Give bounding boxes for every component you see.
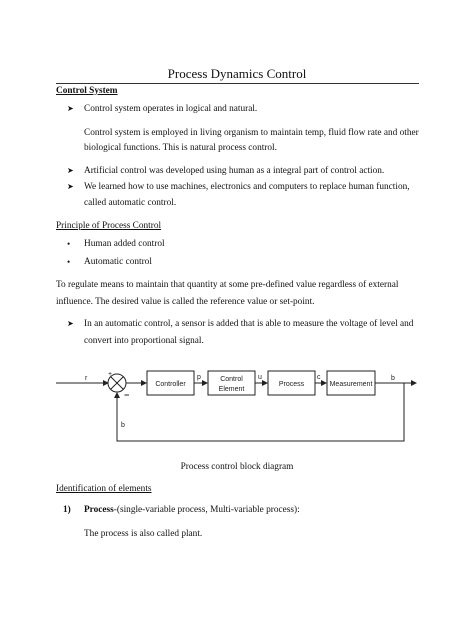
list-item: Human added control xyxy=(84,239,165,249)
bullet-text: Artificial control was developed using human as a integral part of control action. xyxy=(84,166,385,176)
section-heading-control-system: Control System xyxy=(56,86,118,96)
controller-label: Controller xyxy=(155,381,186,388)
arrow-bullet-icon: ➤ xyxy=(67,104,74,113)
dot-bullet-icon: • xyxy=(67,257,71,267)
bullet-text: Control system operates in logical and natural. xyxy=(84,104,258,114)
junction-plus-sign: + xyxy=(108,371,113,378)
section-heading-principle: Principle of Process Control xyxy=(56,221,162,231)
bullet-text-continued: called automatic control. xyxy=(84,198,177,208)
section-heading-identification: Identification of elements xyxy=(56,484,152,494)
arrow-bullet-icon: ➤ xyxy=(67,319,74,328)
bullet-text: In an automatic control, a sensor is added that is able to measure the voltage of level and xyxy=(84,319,414,329)
document-title: Process Dynamics Control xyxy=(167,66,307,81)
arrow-bullet-icon: ➤ xyxy=(67,166,74,175)
list-number: 1) xyxy=(63,505,71,515)
paragraph-line: To regulate means to maintain that quantity at some pre-defined value regardless of external xyxy=(56,280,399,290)
numbered-item-text: -(single-variable process, Multi-variable process): xyxy=(113,505,300,515)
signal-label-b-output: b xyxy=(391,375,395,382)
junction-minus-sign: − xyxy=(124,390,130,400)
control-element-label-line1: Control xyxy=(220,376,243,383)
dot-bullet-icon: • xyxy=(67,239,71,249)
list-item: Automatic control xyxy=(84,257,152,267)
measurement-label: Measurement xyxy=(329,381,373,388)
control-element-label-line2: Element xyxy=(218,386,245,393)
item-note: The process is also called plant. xyxy=(84,529,203,539)
signal-label-u: u xyxy=(258,374,262,381)
signal-label-p: p xyxy=(197,374,201,381)
numbered-item xyxy=(84,504,300,516)
paragraph-line: Control system is employed in living organism to maintain temp, fluid flow rate and other xyxy=(84,128,419,138)
signal-label-b-feedback: b xyxy=(121,422,125,429)
signal-label-r: r xyxy=(85,375,88,382)
arrow-bullet-icon: ➤ xyxy=(67,182,74,191)
signal-label-c: c xyxy=(317,374,321,381)
bullet-text-continued: convert into proportional signal. xyxy=(84,336,204,346)
paragraph-line: influence. The desired value is called the reference value or set-point. xyxy=(56,297,315,307)
diagram-caption: Process control block diagram xyxy=(180,462,294,472)
process-label: Process xyxy=(278,381,305,388)
paragraph-line: biological functions. This is natural process control. xyxy=(84,143,277,153)
bullet-text: We learned how to use machines, electronics and computers to replace human function, xyxy=(84,182,410,192)
numbered-item-label: Process xyxy=(84,505,114,515)
